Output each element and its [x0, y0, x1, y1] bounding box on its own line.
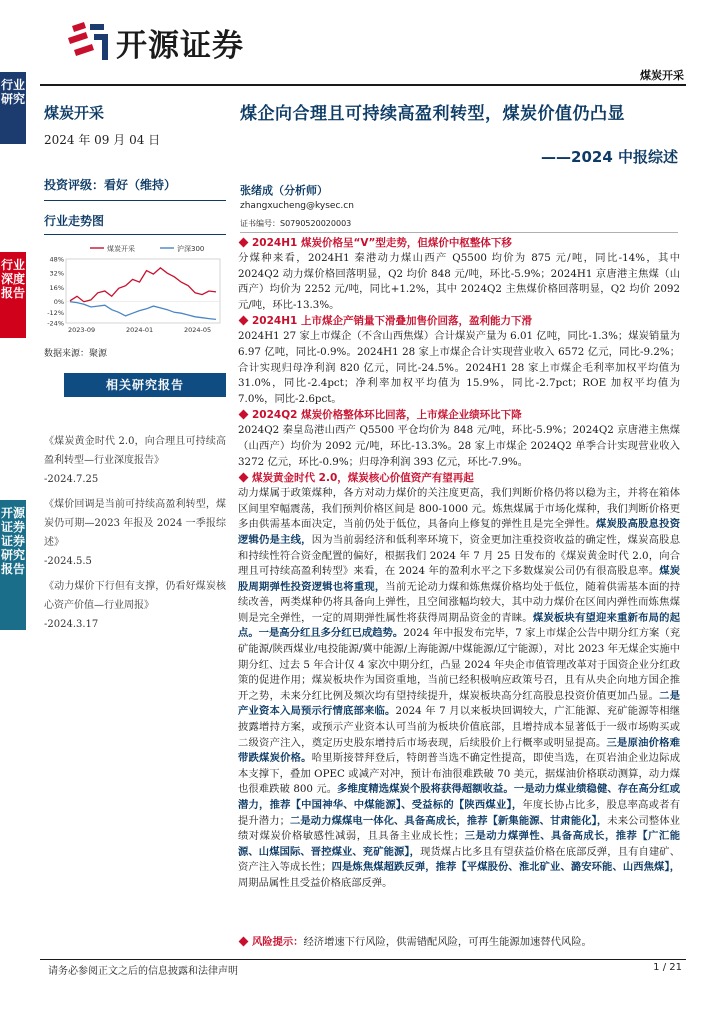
y-tick-label: -24%	[47, 319, 64, 328]
brand-name: 开源证券	[116, 27, 244, 64]
industry-trend-chart	[44, 241, 226, 337]
related-report-title[interactable]: 《煤炭黄金时代 2.0，向合理且可持续高盈利转型—行业深度报告》	[44, 436, 226, 466]
x-tick-label: 2023-09	[68, 326, 96, 334]
side-tab-depth-report: 行业深度报告	[0, 252, 26, 338]
data-source: 数据来源：聚源	[44, 349, 108, 359]
related-reports-header: 相关研究报告	[64, 373, 226, 397]
diamond-bullet-icon	[239, 316, 249, 326]
report-date: 2024 年 09 月 04 日	[44, 133, 161, 147]
section-heading-2: 2024H1 上市煤企产销量下滑叠加售价回落，盈利能力下滑	[238, 313, 680, 329]
series-line	[70, 268, 216, 302]
series-line	[70, 302, 216, 320]
side-tab-securities: 开源证券 证券研究报告	[0, 500, 26, 630]
risk-label: 风险提示：	[252, 936, 304, 948]
report-subtitle: ——2024 中报综述	[541, 148, 678, 166]
header-sector-tag: 煤炭开采	[640, 69, 684, 82]
analyst-certificate: 证书编号：S0790520020003	[240, 219, 352, 228]
related-report-title[interactable]: 《煤价回调是当前可持续高盈利转型，煤炭仍可期—2023 年报及 2024 一季报综述》	[44, 499, 226, 548]
analyst-email[interactable]: zhangxucheng@kysec.cn	[240, 201, 354, 211]
section-text-3: 2024Q2 秦皇岛港山西产 Q5500 平仓均价为 848 元/吨，环比-5.9%；2024Q2 京唐港主焦煤（山西产）均价为 2092 元/吨，环比-13.3%。28 家上市煤企 2024Q2 单季合计实现营业收入 3272 亿元，环比-0.9%；归母净利润 393 亿元，环比-7.9%。	[238, 424, 680, 468]
y-tick-label: 32%	[49, 269, 64, 278]
related-report-1[interactable]	[44, 432, 226, 489]
trend-divider	[44, 234, 226, 235]
sector-title: 煤炭开采	[44, 104, 105, 122]
rating-divider	[44, 200, 226, 201]
report-body	[238, 235, 680, 892]
investment-rating: 投资评级：看好（维持）	[44, 178, 177, 192]
diamond-bullet-icon	[239, 937, 249, 947]
section-heading-3: 2024Q2 煤炭价格整体环比回落，上市煤企业绩环比下降	[238, 407, 680, 423]
risk-text: 经济增速下行风险，供需错配风险，可再生能源加速替代风险。	[303, 936, 592, 948]
section-heading-4: 煤炭黄金时代 2.0，煤炭核心价值资产有望再起	[238, 470, 680, 486]
report-title: 煤企向合理且可持续高盈利转型，煤炭价值仍凸显	[240, 104, 625, 124]
legend-label: 沪深300	[177, 245, 205, 253]
chart-frame	[66, 259, 220, 323]
trend-chart-svg	[44, 241, 226, 337]
footer-disclaimer: 请务必参阅正文之后的信息披露和法律声明	[48, 966, 238, 977]
section-text-4: 动力煤属于政策煤种，各方对动力煤价的关注度更高，我们判断价格仍将以稳为主，并将在箱体区间里窄幅震荡，我们预判价格区间是 800-1000 元。炼焦煤属于市场化煤种，我们判断价格更多由供需基本面决定，当前仍处于低位，具备向上修复的弹性且是完全弹性。煤炭股高股息投资逻辑仍是主线，因为当前弱经济和低利率环境下，资金更加注重投资收益的确定性，煤炭高股息和持续性符合资金配置的偏好，根据我们 2024 年 7 月 25 日发布的《煤炭黄金时代 2.0，向合理且可持续高盈利转型》来看，在 2024 年的盈利水平之下多数煤炭公司仍有很高股息率。煤炭股周期弹性投资逻辑也将重现，当前无论动力煤和炼焦煤价格均处于低位，随着供需基本面的持续改善，两类煤种仍将具备向上弹性，且空间涨幅均较大，其中动力煤价在区间内弹性而炼焦煤则是完全弹性，一定的周期弹性属性将获得周期品资金的青睐。煤炭板块有望迎来重新布局的起点。一是高分红且多分红已成趋势。2024 年中报发布完毕，7 家上市煤企公告中期分红方案（兖矿能源/陕西煤业/电投能源/冀中能源/上海能源/中煤能源/辽宁能源），对比 2023 年无煤企实施中期分红、过去 5 年合计仅 4 家次中期分红，凸显 2024 年央企市值管理改革对于国资企业分红政策的促进作用；煤炭板块作为国资重地，当前已经积极响应政策号召，且有从央企向地方国企推开之势，未来分红比例及频次均有望持续提升，煤炭板块高分红高股息投资价值更加凸显。二是产业资本入局预示行情底部来临。2024 年 7 月以来板块回调较大，广汇能源、兖矿能源等相继披露增持方案，或预示产业资本认可当前为板块价值底部，且增持成本显著低于一级市场购买或二级资产注入，奠定历史股东增持后市场表现，后续股价上行概率或明显提高。三是原油价格难带跌煤炭价格。哈里斯接替拜登后，特朗普当选不确定性提高，即使当选，在页岩油企业边际成本支撑下，叠加 OPEC 或减产对冲，预计布油很难跌破 70 美元，据煤油价格联动测算，动力煤也很难跌破 800 元。多维度精选煤炭个股将获得超额收益。一是动力煤业绩稳健、存在高分红或潜力，推荐【中国神华、中煤能源】、受益标的【陕西煤业】，年度长协占比多，股息率高或者有提升潜力；二是动力煤煤电一体化、具备高成长，推荐【新集能源、甘肃能化】，未来公司整体业绩对煤炭价格敏感性减弱，且具备主业成长性；三是动力煤弹性、具备高成长，推荐【广汇能源、山煤国际、晋控煤业、兖矿能源】，现货煤占比多且有望获益价格在底部反弹，且有自建矿、资产注入等成长性；四是炼焦煤超跌反弹，推荐【平煤股份、淮北矿业、潞安环能、山西焦煤】，周期品属性且受益价格底部反弹。	[238, 487, 681, 889]
trend-title: 行业走势图	[44, 214, 105, 228]
side-tab-industry-research: 行业研究	[0, 72, 26, 144]
page-number: 1 / 21	[653, 962, 682, 973]
x-tick-label: 2024-05	[184, 326, 212, 334]
footer-divider	[40, 959, 686, 960]
diamond-bullet-icon	[239, 410, 249, 420]
section-text-2: 2024H1 27 家上市煤企（不含山西焦煤）合计煤炭产量为 6.01 亿吨，同比-1.3%；煤炭销量为 6.97 亿吨，同比-0.9%。2024H1 28 家上市煤企合计实现营业收入 6572 亿元，同比-9.2%；合计实现归母净利润 820 亿元，同比-24.5%。2024H1 28 家上市煤企毛利率加权平均值为 31.0%，同比-2.4pct；净利率加权平均值为 15.9%，同比-2.7pct；ROE 加权平均值为 7.0%，同比-2.6pct。	[238, 330, 680, 405]
related-report-2[interactable]	[44, 495, 226, 571]
brand-logo-icon	[64, 20, 110, 64]
related-report-date: -2024.5.5	[44, 556, 92, 567]
x-tick-label: 2024-01	[126, 326, 154, 334]
related-reports-list	[44, 432, 226, 640]
y-tick-label: 0%	[53, 298, 64, 307]
related-report-title[interactable]: 《动力煤价下行但有支撑，仍看好煤炭核心资产价值—行业周报》	[44, 581, 226, 611]
diamond-bullet-icon	[239, 238, 249, 248]
related-report-date: -2024.7.25	[44, 474, 99, 485]
header-divider	[40, 84, 686, 86]
brand-logo	[64, 20, 244, 64]
y-tick-label: -12%	[47, 308, 64, 317]
related-report-3[interactable]	[44, 577, 226, 634]
legend-label: 煤炭开采	[107, 245, 135, 253]
related-report-date: -2024.3.17	[44, 619, 99, 630]
diamond-bullet-icon	[239, 473, 249, 483]
analyst-name: 张绪成（分析师）	[240, 184, 328, 197]
section-heading-1: 2024H1 煤炭价格呈“V”型走势，但煤价中枢整体下移	[238, 235, 680, 251]
y-tick-label: 16%	[49, 283, 64, 292]
analyst-divider	[240, 232, 678, 233]
risk-warning	[238, 933, 592, 948]
section-text-1: 分煤种来看，2024H1 秦港动力煤山西产 Q5500 均价为 875 元/吨，同比-14%，其中 2024Q2 动力煤价格回落明显，Q2 均价 848 元/吨，环比-5.9%；2024H1 京唐港主焦煤（山西产）均价为 2252 元/吨，同比+1.2%，其中 2024Q2 主焦煤价格回落明显，Q2 均价 2092 元/吨，环比-13.3%。	[238, 252, 680, 311]
y-tick-label: 48%	[49, 255, 64, 264]
